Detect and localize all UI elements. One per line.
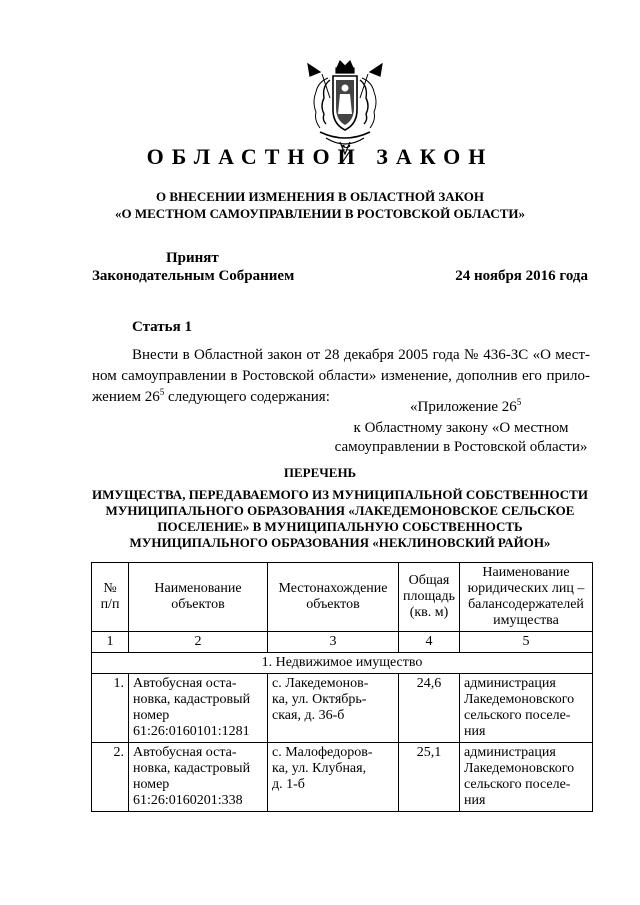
annex-title-text: «Приложение 26: [410, 399, 517, 415]
superscript: 5: [159, 387, 165, 397]
paragraph-line: Внести в Областной закон от 28 декабря 2005 года № 436-ЗС «О мест-: [132, 347, 590, 363]
subtitle-line: О ВНЕСЕНИИ ИЗМЕНЕНИЯ В ОБЛАСТНОЙ ЗАКОН: [156, 189, 484, 204]
column-number: 1: [92, 632, 129, 653]
property-table: [91, 562, 593, 812]
row-index: 1.: [92, 674, 129, 743]
paragraph-text: жением 26: [92, 389, 160, 405]
row-area: 25,1: [399, 743, 460, 812]
section-label: 1. Недвижимое имущество: [92, 653, 593, 674]
adoption-body: Законодательным Собранием: [92, 268, 295, 284]
annex-title: [410, 399, 521, 416]
article-heading: Статья 1: [132, 319, 192, 335]
header-object-name: Наименование объектов: [129, 563, 268, 632]
section-row: [92, 653, 593, 674]
row-holder: администрация Лакедемоновского сельского поселе- ния: [460, 743, 593, 812]
paragraph-line: ном самоуправлении в Ростовской области» изменение, дополнив его прило-: [92, 368, 590, 384]
column-number: 3: [268, 632, 399, 653]
paragraph-text: следующего содержания:: [164, 389, 330, 405]
document-subtitle: [0, 188, 640, 222]
table-row: [92, 743, 593, 812]
row-object-name: Автобусная оста- новка, кадастровый номер 61:26:0160201:338: [129, 743, 268, 812]
table-header-row: [92, 563, 593, 632]
coat-of-arms-icon: [300, 58, 390, 158]
list-subtitle: [60, 487, 620, 551]
subtitle-line: «О МЕСТНОМ САМОУПРАВЛЕНИИ В РОСТОВСКОЙ ОБЛАСТИ»: [115, 206, 525, 221]
document-title: ОБЛАСТНОЙ ЗАКОН: [146, 144, 494, 169]
list-subtitle-line: МУНИЦИПАЛЬНОГО ОБРАЗОВАНИЯ «ЛАКЕДЕМОНОВСКОЕ СЕЛЬСКОЕ: [105, 503, 575, 518]
table-row: [92, 674, 593, 743]
column-number: 2: [129, 632, 268, 653]
row-area: 24,6: [399, 674, 460, 743]
column-number-row: [92, 632, 593, 653]
list-subtitle-line: ИМУЩЕСТВА, ПЕРЕДАВАЕМОГО ИЗ МУНИЦИПАЛЬНОЙ СОБСТВЕННОСТИ: [92, 487, 588, 502]
annex-subtitle-line: самоуправлении в Ростовской области»: [334, 439, 588, 455]
row-index: 2.: [92, 743, 129, 812]
row-object-name: Автобусная оста- новка, кадастровый номер 61:26:0160101:1281: [129, 674, 268, 743]
header-area: Общая площадь (кв. м): [399, 563, 460, 632]
adoption-word: Принят: [166, 250, 219, 266]
list-subtitle-line: ПОСЕЛЕНИЕ» В МУНИЦИПАЛЬНУЮ СОБСТВЕННОСТЬ: [157, 519, 523, 534]
list-title: ПЕРЕЧЕНЬ: [283, 465, 357, 480]
header-holder: Наименование юридических лиц – балансодержателей имущества: [460, 563, 593, 632]
superscript: 5: [516, 397, 522, 407]
row-location: с. Лакедемонов- ка, ул. Октябрь- ская, д. 36-б: [268, 674, 399, 743]
annex-subtitle: [330, 419, 592, 457]
header-location: Местонахождение объектов: [268, 563, 399, 632]
row-holder: администрация Лакедемоновского сельского поселе- ния: [460, 674, 593, 743]
row-location: с. Малофедоров- ка, ул. Клубная, д. 1-б: [268, 743, 399, 812]
column-number: 5: [460, 632, 593, 653]
column-number: 4: [399, 632, 460, 653]
header-number: № п/п: [92, 563, 129, 632]
adoption-date: 24 ноября 2016 года: [455, 268, 588, 284]
list-subtitle-line: МУНИЦИПАЛЬНОГО ОБРАЗОВАНИЯ «НЕКЛИНОВСКИЙ РАЙОН»: [129, 535, 551, 550]
annex-subtitle-line: к Областному закону «О местном: [353, 420, 569, 436]
